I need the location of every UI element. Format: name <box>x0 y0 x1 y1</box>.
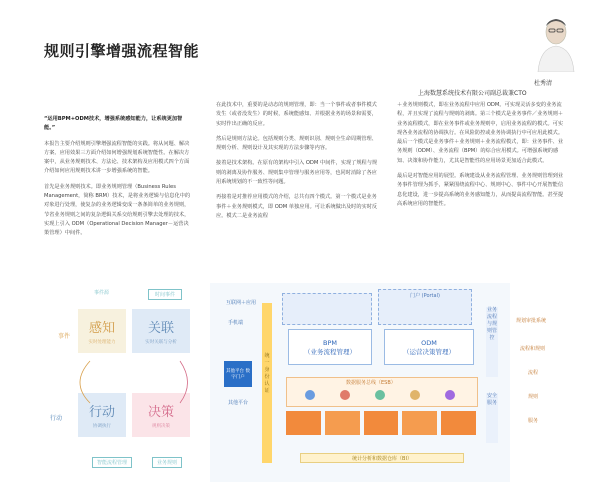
paragraph: 在此技术中，重要的是动态的规则管理，即：当一个事件或者事件模式发生（或者没发生）的时候，系统能感知、并根据业务的场景和需要，实时作出正确的反应。 <box>216 102 377 127</box>
card-act: 行动 协调执行 <box>78 393 126 437</box>
service-bar-label: 数据服务总线（ESB） <box>346 380 396 386</box>
service-icons <box>290 385 470 405</box>
left-label: 手机端 <box>228 320 244 326</box>
data-bar: 统计分析和数据仓库（BI） <box>300 453 464 463</box>
article-title: 规则引擎增强流程智能 <box>44 42 200 60</box>
odm-box: ODM （运营决策管理） <box>384 329 474 365</box>
security-bar: 安全服务 <box>486 393 498 443</box>
right-label: 流程 <box>528 370 539 376</box>
paragraph: 首先是业务规则技术。即业务规则管理（Business Rules Management，简称 BRM）技术，是将业务逻辑与信息化中的对象进行处理，使复杂的业务逻辑变成一条条简单的业务规则，节省业务规则之间的复杂逻辑关系交给规则引擎去处理的技术，实现上引入 ODM（Operational Decision Manager－运营决策管理）中间件。 <box>44 183 191 237</box>
auth-bar-label: 统一身份认证 <box>264 353 270 394</box>
paragraph: ＋业务规则模式，即在业务流程中应用 ODM。可实现灵活多变的业务流程，并且实现了流程与规则的剥离。第三个模式是业务事件／业务规则＋业务流程模式，即在业务事件或业务规则中，启用业务流程的模式。可实现各业务流程的协调执行。在风险防控或业务协调执行中可应用此模式。最后一个模式是业务事件＋业务规则＋业务流程模式，即：业务事件、业务规则（ODM）、业务流程（BPM）的综合应用模式。可增强系统的感知、决策和协作能力，尤其是智能性的应用场景更加适合此模式。 <box>397 102 564 164</box>
other-platform-box: 其他平台 数字门户 <box>224 361 252 387</box>
author-name: 杜秀清 <box>534 80 553 87</box>
card-perceive: 感知 实时处理能力 <box>78 309 126 353</box>
bottom-label: 业务规则 <box>152 457 182 468</box>
text-column-2 <box>216 101 380 227</box>
paragraph: 接着是技术架构。在原有的架构中引入 ODM 中间件，实现了规程与规则的剥离及协作服务、规则集中管理与服务应用等，也同时消除了各应用系统规划的不一致性等问题。 <box>216 160 378 186</box>
module-tile <box>441 411 476 435</box>
paragraph: 最后是对智能应用的展望。系统建设从业务流程管理、业务规则管理到业务事件管理为抓手，紧紧围绕流程中心、规则中心、事件中心开展智能信息化建设，进一步提高系统的业务感知能力，从而提高流程智能。甚至提高系统应用的智能性。 <box>397 173 564 207</box>
diagram-label: 事件源 <box>94 290 110 296</box>
module-tile <box>286 411 321 435</box>
right-label: 服务 <box>528 418 539 424</box>
left-label: 互联网＋应用 <box>226 300 257 306</box>
left-label: 其他平台 <box>228 400 249 406</box>
lead-quote: “运用BPM+ODM技术，增强系统感知能力，让系统更加智能。” <box>44 116 183 132</box>
portal-box-left <box>282 293 372 325</box>
module-tile <box>364 411 399 435</box>
right-label: 流程和规则 <box>520 346 546 352</box>
card-decide: 决策 规则决策 <box>132 393 190 437</box>
architecture-diagram <box>0 283 600 482</box>
right-label: 规则 <box>528 394 539 400</box>
diagram-label: 时间事件 <box>148 289 182 300</box>
author-org: 上海数慧系统技术有限公司副总裁兼CTO <box>418 90 527 97</box>
bottom-label: 智能流程管理 <box>92 457 132 468</box>
paragraph: 再接着是对推荐应用模式的介绍，总共有四个模式。第一个模式是业务事件＋业务规则模式，即 ODM 单独应用。可让系统做出及时的实时反应。模式二是业务流程 <box>216 194 378 219</box>
text-column-3 <box>397 101 563 215</box>
portal-box: 门户 (Portal) <box>378 289 472 325</box>
text-column-1 <box>44 115 192 245</box>
right-label: 规划审批系统 <box>516 318 547 324</box>
author-photo <box>532 14 580 72</box>
cycle-arrows <box>60 303 200 453</box>
module-tile <box>325 411 360 435</box>
module-tile <box>402 411 437 435</box>
side-label: 行动 <box>50 415 63 422</box>
paragraph: 本报告主要介绍规则引擎增强流程智能的实践。将从问题、解决方案、应用效果三方面介绍如何增强规划系统智能性。在解决方案中，从业务规则技术、方法论、技术架构及应用模式四个方面介绍如何应用规则技术讲一步增强系统的智能。 <box>44 140 190 175</box>
side-label: 事件 <box>58 333 71 340</box>
module-row <box>286 411 476 435</box>
card-correlate: 关联 实时关联与分析 <box>132 309 190 353</box>
bpm-box: BPM （业务流程管理） <box>288 329 372 365</box>
governance-bar: 业务流程与规则管控 <box>486 307 498 377</box>
paragraph: 然后是规则方法论。包括规则分类、规则识别、规则全生命周期管理、规则分析、规则设计及其实现的方法步骤等内容。 <box>216 135 377 152</box>
